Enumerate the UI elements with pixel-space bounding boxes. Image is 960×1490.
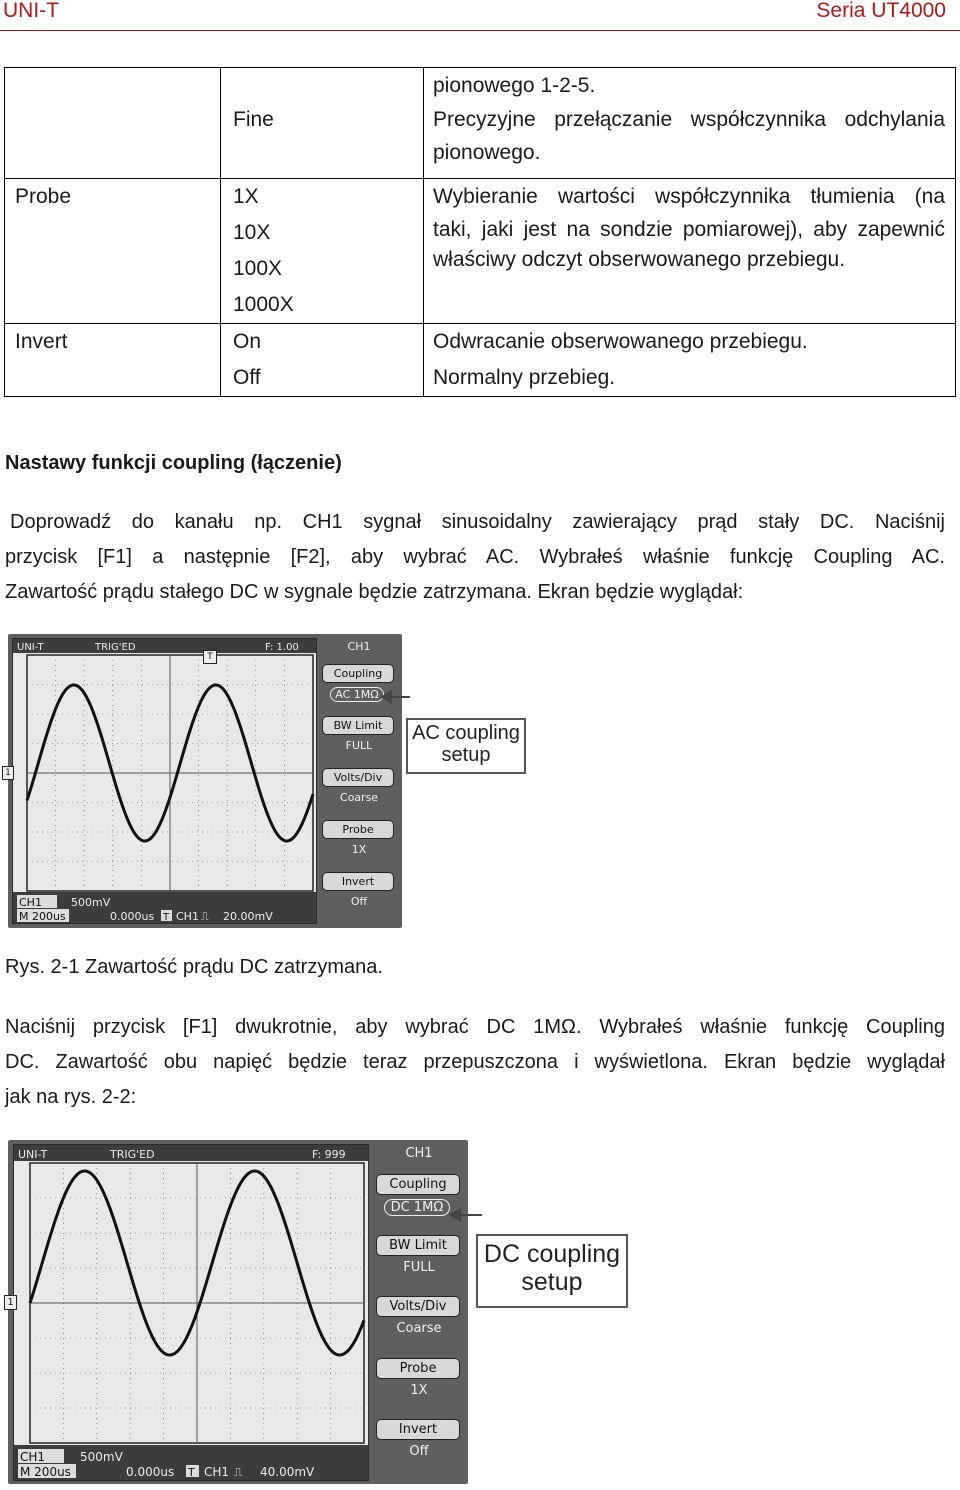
menu-value: FULL bbox=[403, 1260, 435, 1276]
param-name: Invert bbox=[5, 324, 221, 397]
page-header bbox=[0, 0, 960, 31]
scope-timebase: M 200us bbox=[20, 1465, 71, 1479]
scope-trigger-icon: T bbox=[188, 1466, 195, 1479]
scope-timebase: M 200us bbox=[19, 910, 66, 923]
paragraph-ac-coupling: Doprowadź do kanału np. CH1 sygnał sinusoidalny zawierający prąd stały DC. Naciśnij przycisk [F1] a następnie [F2], aby wybrać AC. Wybrałeś właśnie funkcję Coupling AC. Zawartość prądu stałego DC w sygnale będzie zatrzymana. Ekran będzie wyglądał: bbox=[5, 511, 945, 603]
ac-coupling-callout: AC coupling setup bbox=[406, 718, 526, 774]
param-options: On Off bbox=[221, 324, 424, 397]
menu-button-coupling[interactable]: Coupling bbox=[376, 1174, 460, 1195]
param-name bbox=[5, 68, 221, 179]
scope-brand: UNI-T bbox=[18, 1148, 48, 1161]
callout-arrow bbox=[380, 688, 410, 708]
table-row-probe bbox=[5, 179, 956, 324]
scope-trigger-level: 40.00mV bbox=[260, 1465, 315, 1479]
scope-channel-label: CH1 bbox=[20, 1450, 46, 1464]
menu-value: 1X bbox=[351, 843, 367, 856]
menu-button-bw-limit[interactable]: BW Limit bbox=[376, 1235, 460, 1256]
menu-button-volts-div[interactable]: Volts/Div bbox=[322, 768, 394, 787]
scope-status: TRIG'ED bbox=[110, 1148, 155, 1161]
parameter-table bbox=[4, 67, 956, 397]
channel-menu bbox=[318, 638, 400, 924]
menu-value: FULL bbox=[345, 739, 373, 752]
dc-coupling-callout: DC coupling setup bbox=[476, 1234, 628, 1308]
menu-value: Coarse bbox=[339, 791, 379, 804]
menu-button-invert[interactable]: Invert bbox=[322, 872, 394, 891]
scope-trigger-source: CH1 bbox=[204, 1465, 230, 1479]
oscilloscope-screen-ac bbox=[5, 634, 402, 928]
scope-trigger-level: 20.00mV bbox=[223, 910, 273, 923]
table-row-invert bbox=[5, 324, 956, 397]
menu-button-bw-limit[interactable]: BW Limit bbox=[322, 716, 394, 735]
menu-title: CH1 bbox=[347, 640, 371, 653]
scope-display bbox=[13, 1144, 369, 1481]
scope-delay: 0.000us bbox=[110, 910, 155, 923]
param-options: Fine bbox=[221, 68, 424, 179]
paragraph-dc-coupling: Naciśnij przycisk [F1] dwukrotnie, aby wybrać DC 1MΩ. Wybrałeś właśnie funkcję Coupling DC. Zawartość obu napięć będzie teraz przepuszczona i wyświetlona. Ekran będzie wyglądał jak na rys. 2-2: bbox=[5, 1016, 945, 1108]
oscilloscope-screen-dc bbox=[8, 1140, 468, 1484]
scope-volts-div: 500mV bbox=[80, 1450, 123, 1464]
scope-status: TRIG'ED bbox=[95, 642, 136, 653]
scope-trigger-source: CH1 bbox=[176, 910, 199, 923]
menu-value: AC 1MΩ bbox=[330, 687, 384, 702]
scope-frequency: F: 1.00 bbox=[265, 642, 299, 653]
scope-brand: UNI-T bbox=[17, 642, 44, 653]
scope-display bbox=[12, 638, 317, 924]
param-description: Wybieranie wartości współczynnika tłumienia (na taki, jaki jest na sondzie pomiarowej), aby zapewnić właściwy odczyt obserwowanego przebiegu. bbox=[424, 179, 956, 324]
table-row-fine bbox=[5, 68, 956, 179]
scope-trigger-icon: T bbox=[163, 912, 170, 923]
menu-value: DC 1MΩ bbox=[384, 1199, 450, 1216]
param-options: 1X 10X 100X 1000X bbox=[221, 179, 424, 324]
menu-button-volts-div[interactable]: Volts/Div bbox=[376, 1296, 460, 1317]
menu-value: Off bbox=[409, 1443, 429, 1459]
menu-button-probe[interactable]: Probe bbox=[322, 820, 394, 839]
scope-channel-label: CH1 bbox=[19, 896, 42, 909]
menu-value: Coarse bbox=[396, 1321, 442, 1337]
menu-button-coupling[interactable]: Coupling bbox=[322, 664, 394, 683]
menu-value: Off bbox=[350, 895, 368, 908]
svg-text:⎍: ⎍ bbox=[234, 1465, 243, 1479]
menu-button-probe[interactable]: Probe bbox=[376, 1358, 460, 1379]
channel-marker: 1 bbox=[2, 766, 14, 780]
menu-value: 1X bbox=[410, 1382, 428, 1398]
channel-menu bbox=[372, 1144, 466, 1480]
svg-text:⎍: ⎍ bbox=[201, 910, 209, 923]
trigger-position-marker: T bbox=[203, 650, 217, 664]
menu-button-invert[interactable]: Invert bbox=[376, 1419, 460, 1440]
scope-delay: 0.000us bbox=[126, 1465, 175, 1479]
series-name: Seria UT4000 bbox=[816, 0, 946, 22]
param-description: Odwracanie obserwowanego przebiegu. Normalny przebieg. bbox=[424, 324, 956, 397]
scope-volts-div: 500mV bbox=[71, 896, 111, 909]
channel-marker: 1 bbox=[4, 1295, 17, 1310]
menu-title: CH1 bbox=[405, 1146, 433, 1161]
scope-waveform-area bbox=[13, 639, 316, 923]
figure-caption: Rys. 2-1 Zawartość prądu DC zatrzymana. bbox=[5, 956, 383, 978]
scope-waveform-area bbox=[14, 1145, 368, 1480]
param-description: pionowego 1-2-5. Precyzyjne przełączanie współczynnika odchylania pionowego. bbox=[424, 68, 956, 179]
callout-arrow bbox=[448, 1205, 482, 1225]
brand-name: UNI-T bbox=[3, 0, 59, 22]
section-title: Nastawy funkcji coupling (łączenie) bbox=[5, 452, 342, 474]
scope-frequency: F: 999 bbox=[312, 1148, 346, 1161]
param-name: Probe bbox=[5, 179, 221, 324]
